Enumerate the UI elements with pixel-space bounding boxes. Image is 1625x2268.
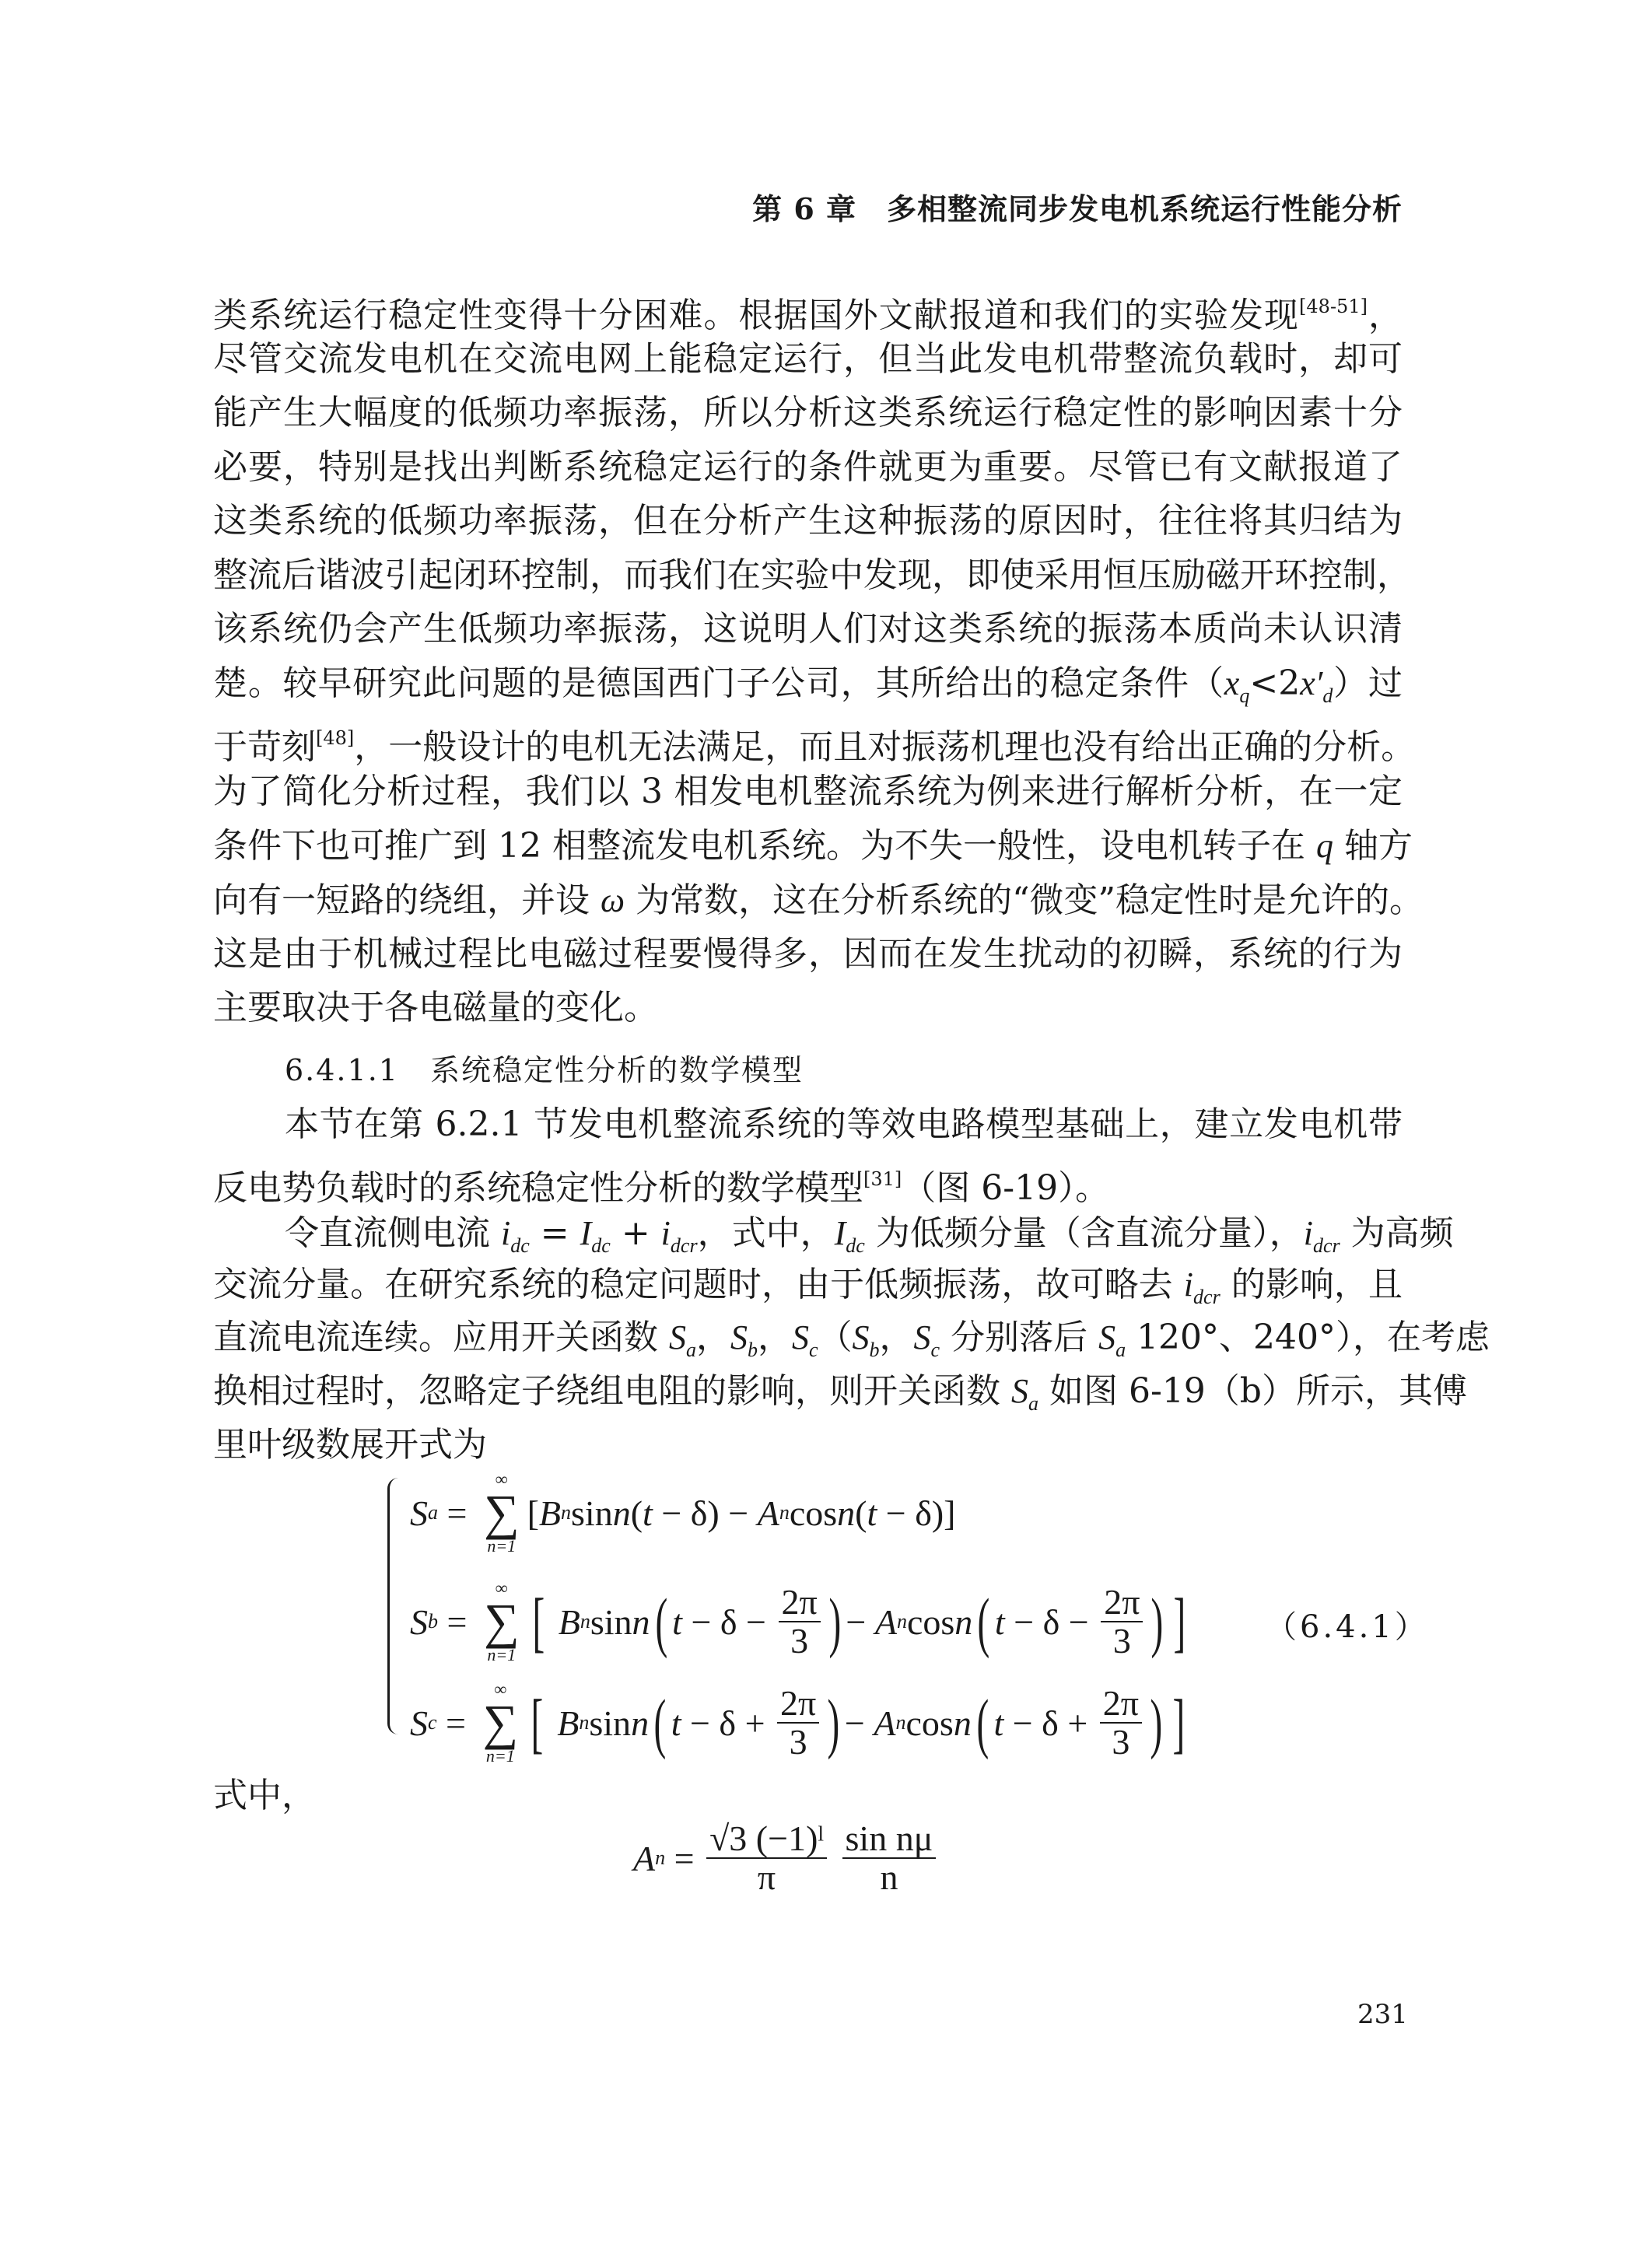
running-header: 第 6 章 多相整流同步发电机系统运行性能分析 [752,191,1403,226]
text-run: − [844,1703,874,1743]
math-symbol: a [686,1339,696,1361]
denominator: π [757,1857,776,1898]
text-line [213,933,1403,976]
math-symbol: t [993,1703,1004,1743]
text-run: 交流分量。在研究系统的稳定问题时，由于低频振荡，故可略去 [213,1265,1184,1304]
fraction [1100,1682,1142,1762]
text-run: = [529,1213,580,1253]
math-symbol: S [1098,1318,1116,1356]
text-run: ( [855,1493,867,1533]
math-symbol: B [557,1703,580,1743]
text-line [213,285,1403,335]
text-run: sin [589,1703,632,1743]
text-line [213,716,1416,767]
text-line [213,1370,1467,1415]
math-symbol: i [501,1214,511,1252]
math-symbol: c [930,1339,940,1361]
text-run: ，一般设计的电机无法满足，而且对振荡机理也没有给出正确的分析。 [354,727,1416,767]
text-line [213,770,1403,814]
text-run: = [438,1601,476,1642]
math-symbol: t [672,1601,682,1642]
text-run: 的影响，且 [1220,1265,1403,1304]
math-symbol: ( [653,1685,667,1760]
sigma-symbol: ∑ [483,1594,520,1649]
text-line [213,607,1403,651]
math-symbol: t [994,1601,1005,1642]
left-brace [387,1478,402,1734]
text-run: sin [590,1601,632,1642]
math-symbol: ) [828,1584,841,1659]
summation [483,1681,519,1765]
math-symbol: B [558,1601,580,1642]
math-symbol: S [792,1318,809,1356]
text-run: − [846,1601,875,1642]
math-symbol: S [913,1318,931,1356]
sigma-symbol: ∑ [483,1485,520,1540]
text-run: cos [906,1601,955,1642]
math-symbol: n [632,1601,650,1642]
text-run: <2 [1249,663,1301,703]
sum-upper-limit: ∞ [495,1469,508,1489]
text-run: 里叶级数展开式为 [213,1425,487,1465]
text-run: − δ − [1004,1601,1098,1642]
numerator: 2π [777,1685,819,1724]
numerator: 2π [1100,1685,1142,1724]
math-symbol: n [579,1711,590,1734]
math-symbol: n [954,1601,973,1642]
denominator: 3 [790,1621,809,1661]
citation-ref: [48] [316,727,355,749]
text-run: 该系统仍会产生低频功率振荡，这说明人们对这类系统的振荡本质尚未认识清 [213,609,1403,649]
summation [484,1580,520,1664]
math-symbol: n [655,1846,666,1870]
text-run: [ [527,1493,539,1533]
text-run: 令直流侧电流 [285,1213,501,1253]
math-symbol: dc [510,1234,530,1257]
math-symbol: b [869,1339,880,1361]
sum-upper-limit: ∞ [495,1578,508,1598]
fraction [777,1682,819,1762]
fraction [779,1581,821,1661]
text-line [213,499,1403,543]
math-symbol: dcr [1313,1234,1340,1257]
math-symbol: ( [976,1685,989,1760]
text-line [213,824,1413,868]
text-run: 120°、240°），在考虑 [1126,1318,1490,1357]
text-run: 类系统运行稳定性变得十分困难。根据国外文献报道和我们的实验发现 [213,296,1300,335]
math-symbol: n [953,1703,972,1743]
citation-ref: [31] [863,1168,902,1190]
math-symbol: ( [977,1584,990,1659]
math-symbol: S [730,1318,748,1356]
math-symbol: i [1183,1265,1194,1304]
text-run: 为低频分量（含直流分量）， [864,1213,1304,1253]
text-run: ( [630,1493,643,1533]
text-run: + [610,1213,661,1253]
math-symbol: [ [531,1685,544,1760]
text-run: ， [879,1318,914,1357]
text-run: − δ) − [652,1493,758,1533]
text-run: 必要，特别是找出判断系统稳定运行的条件就更为重要。尽管已有文献报道了 [213,447,1403,487]
text-run: 尽管交流发电机在交流电网上能稳定运行，但当此发电机带整流负载时，却可 [213,339,1403,379]
math-symbol: A [874,1601,897,1642]
math-symbol: A [633,1838,656,1878]
math-symbol: B [538,1493,562,1533]
text-run: cos [905,1703,954,1743]
text-run: 反电势负载时的系统稳定性分析的数学模型 [213,1168,863,1208]
equation-row [410,1462,956,1563]
math-symbol: n [580,1610,590,1633]
denominator: 3 [789,1722,807,1762]
denominator: 3 [1112,1722,1130,1762]
math-symbol: ] [1173,1584,1186,1659]
sum-lower-limit: n=1 [487,1536,517,1556]
fraction [1101,1581,1143,1661]
math-symbol: x′ [1300,664,1323,702]
math-symbol: A [874,1703,896,1743]
text-line [213,662,1403,705]
math-symbol: dc [591,1234,611,1257]
text-run: ，式中， [697,1213,835,1253]
text-line [213,986,1403,1030]
math-symbol: q [1315,827,1333,865]
math-symbol: n [779,1501,790,1524]
text-line [213,1423,1403,1467]
math-symbol: ω [601,881,625,919]
denominator: 3 [1112,1621,1131,1661]
math-symbol: a [1028,1392,1038,1415]
text-run: 主要取决于各电磁量的变化。 [213,988,658,1027]
text-run: cos [789,1493,838,1533]
text-run: = [436,1703,475,1743]
math-symbol: I [580,1214,592,1252]
math-symbol: ( [654,1584,667,1659]
numerator: √3 (−1)ˡ [706,1820,827,1859]
text-run: 分别落后 [940,1318,1099,1357]
section-heading: 6.4.1.1 系统稳定性分析的数学模型 [285,1053,804,1087]
equation-an [633,1820,939,1897]
text-run: 为常数，这在分析系统的“微变”稳定性时是允许的。 [625,880,1424,920]
math-symbol: q [1239,684,1250,707]
text-run: 换相过程时，忽略定子绕组电阻的影响，则开关函数 [213,1371,1011,1411]
math-symbol: ) [1150,1584,1164,1659]
fraction [842,1820,937,1897]
math-symbol: a [428,1501,438,1524]
math-symbol: ) [827,1685,840,1760]
math-symbol: b [428,1610,438,1633]
math-symbol: A [757,1493,779,1533]
text-run [548,1703,558,1744]
text-run: 为高频 [1340,1213,1454,1253]
sum-lower-limit: n=1 [487,1645,517,1664]
math-symbol: S [669,1318,686,1356]
text-run: 直流电流连续。应用开关函数 [213,1318,669,1357]
math-symbol: a [1115,1339,1126,1361]
text-line [213,1263,1403,1307]
text-run: − δ)] [877,1493,956,1533]
sigma-symbol: ∑ [482,1695,519,1750]
text-run [549,1601,559,1643]
text-run: − δ + [681,1703,775,1743]
text-run: 本节在第 6.2.1 节发电机整流系统的等效电路模型基础上，建立发电机带 [285,1104,1403,1144]
math-symbol: n [631,1703,650,1743]
math-symbol: d [1322,684,1333,707]
where-label: 式中， [213,1776,316,1815]
math-symbol: i [660,1214,671,1252]
math-symbol: c [809,1339,818,1361]
text-run: 如图 6-19（b）所示，其傅 [1038,1371,1467,1411]
text-run: = [438,1493,476,1533]
denominator: n [880,1857,898,1898]
text-run: 为了简化分析过程，我们以 3 相发电机整流系统为例来进行解析分析，在一定 [213,772,1403,811]
page-number: 231 [1357,1999,1408,2030]
math-symbol: ] [1172,1685,1185,1760]
text-run: （图 6-19）。 [902,1168,1110,1208]
text-run: 向有一短路的绕组，并设 [213,880,601,920]
text-run: 能产生大幅度的低频功率振荡，所以分析这类系统运行稳定性的影响因素十分 [213,393,1403,432]
math-symbol: dc [846,1234,865,1257]
math-symbol: ) [1150,1685,1163,1760]
equation-row [410,1571,1191,1672]
math-symbol: S [852,1318,870,1356]
text-run: ， [758,1318,792,1357]
text-run: ， [1367,296,1403,335]
math-symbol: dcr [670,1234,698,1257]
summation [484,1471,520,1555]
text-run: − δ − [681,1601,776,1642]
math-symbol: i [1303,1214,1314,1252]
text-run: ， [696,1318,730,1357]
text-line [213,554,1411,597]
text-run: = [665,1838,704,1878]
text-run: sin [571,1493,613,1533]
math-symbol: t [867,1493,877,1533]
text-run [830,1838,839,1879]
sum-lower-limit: n=1 [485,1746,515,1766]
equation-number: （6.4.1） [1266,1609,1429,1645]
fraction [706,1820,827,1897]
equation-row [410,1672,1189,1773]
math-symbol: n [895,1711,906,1734]
sum-upper-limit: ∞ [494,1679,507,1699]
citation-ref: [48-51] [1299,296,1368,317]
math-symbol: c [428,1711,437,1734]
text-run: 条件下也可推广到 12 相整流发电机系统。为不失一般性，设电机转子在 [213,826,1316,866]
text-run: ）过 [1333,663,1403,703]
math-symbol: b [748,1339,758,1361]
text-run: 这是由于机械过程比电磁过程要慢得多，因而在发生扰动的初瞬，系统的行为 [213,934,1403,974]
text-line [285,1103,1403,1146]
text-run: 楚。较早研究此问题的是德国西门子公司，其所给出的稳定条件（ [213,663,1224,703]
math-symbol: S [410,1703,428,1743]
text-run: （ [818,1318,853,1357]
text-line [213,1157,1403,1208]
math-symbol: S [1010,1372,1028,1410]
text-run: 轴方 [1333,826,1413,866]
math-symbol: n [896,1610,907,1633]
text-line [213,391,1403,435]
text-line [213,879,1424,922]
numerator: 2π [1101,1584,1143,1622]
math-symbol: [ [532,1584,545,1659]
text-line [213,338,1403,381]
numerator: 2π [779,1584,821,1622]
math-symbol: n [561,1501,572,1524]
math-symbol: t [671,1703,681,1743]
text-run: − δ + [1003,1703,1097,1743]
math-symbol: n [837,1493,856,1533]
text-run: 于苛刻 [213,727,316,767]
text-line [213,1316,1490,1361]
text-line [213,446,1403,489]
numerator: sin nμ [842,1820,937,1859]
math-symbol: dcr [1193,1286,1221,1308]
math-symbol: I [834,1214,846,1252]
math-symbol: x [1224,664,1240,702]
math-symbol: n [612,1493,631,1533]
text-run: 整流后谐波引起闭环控制，而我们在实验中发现，即使采用恒压励磁开环控制， [213,555,1411,595]
math-symbol: S [410,1601,428,1642]
math-symbol: S [410,1493,428,1533]
math-symbol: t [643,1493,653,1533]
text-run: 这类系统的低频功率振荡，但在分析产生这种振荡的原因时，往往将其归结为 [213,501,1403,541]
text-line [285,1212,1454,1257]
